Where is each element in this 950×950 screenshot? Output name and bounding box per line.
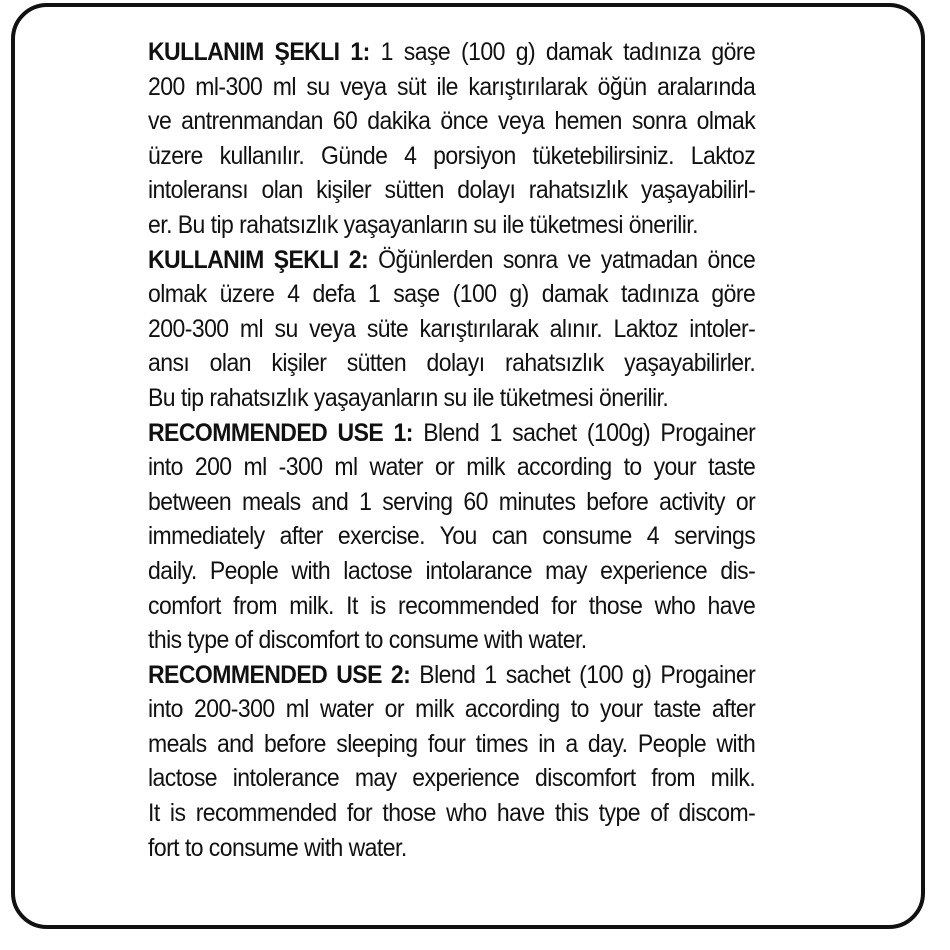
line-text: Blend 1 sachet (100g) Progainer	[412, 418, 756, 447]
text-line	[148, 485, 755, 520]
line-text: meals and before sleeping four times in a day. People with	[148, 729, 756, 758]
line-text: 200-300 ml su veya süte karıştırılarak alınır. Laktoz intoler-	[148, 314, 756, 343]
section-heading: KULLANIM ŞEKLI 2:	[148, 245, 369, 274]
line-text: Bu tip rahatsızlık yaşayanların su ile tüketmesi önerilir.	[148, 383, 669, 412]
section-heading: RECOMMENDED USE 2:	[148, 660, 411, 689]
text-line	[148, 312, 755, 347]
line-text: olmak üzere 4 defa 1 saşe (100 g) damak tadınıza göre	[148, 280, 756, 309]
section-heading: KULLANIM ŞEKLI 1:	[148, 38, 370, 66]
line-text: comfort from milk. It is recommended for those who have	[148, 591, 756, 620]
text-line	[148, 761, 755, 796]
text-line	[148, 277, 755, 312]
text-line	[148, 692, 755, 727]
line-text: It is recommended for those who have this type of discom-	[148, 799, 756, 828]
line-text: into 200 ml -300 ml water or milk according to your taste	[148, 453, 756, 482]
line-text: Blend 1 sachet (100 g) Progainer	[410, 660, 756, 689]
text-line	[148, 243, 755, 278]
line-text: ansı olan kişiler sütten dolayı rahatsızlık yaşayabilirler.	[148, 349, 756, 378]
text-line	[148, 623, 755, 658]
text-line	[148, 554, 755, 589]
text-line	[148, 381, 755, 416]
line-text: this type of discomfort to consume with water.	[148, 626, 587, 655]
line-text: intoleransı olan kişiler sütten dolayı rahatsızlık yaşayabilirl-	[148, 176, 756, 205]
line-text: er. Bu tip rahatsızlık yaşayanların su ile tüketmesi önerilir.	[148, 210, 698, 239]
text-line	[148, 450, 755, 485]
line-text: üzere kullanılır. Günde 4 porsiyon tüketebilirsiniz. Laktoz	[148, 141, 756, 170]
text-line	[148, 208, 755, 243]
text-line	[148, 589, 755, 624]
line-text: fort to consume with water.	[148, 833, 407, 862]
text-line	[148, 727, 755, 762]
usage-instructions-text	[148, 35, 755, 865]
line-text: between meals and 1 serving 60 minutes before activity or	[148, 487, 756, 516]
line-text: daily. People with lactose intolarance may experience dis-	[148, 556, 756, 585]
text-line	[148, 346, 755, 381]
line-text: 1 saşe (100 g) damak tadınıza göre	[369, 38, 756, 66]
line-text: ve antrenmandan 60 dakika önce veya hemen sonra olmak	[148, 107, 756, 136]
text-line	[148, 831, 755, 866]
text-line	[148, 796, 755, 831]
text-line	[148, 173, 755, 208]
line-text: 200 ml-300 ml su veya süt ile karıştırılarak öğün aralarında	[148, 72, 756, 101]
text-line	[148, 139, 755, 174]
line-text: into 200-300 ml water or milk according to your taste after	[148, 695, 756, 724]
line-text: immediately after exercise. You can consume 4 servings	[148, 522, 756, 551]
line-text: Öğünlerden sonra ve yatmadan önce	[368, 245, 756, 274]
text-line	[148, 104, 755, 139]
text-line	[148, 519, 755, 554]
text-line	[148, 658, 755, 693]
text-line	[148, 70, 755, 105]
text-line	[148, 416, 755, 451]
text-line	[148, 35, 755, 70]
section-heading: RECOMMENDED USE 1:	[148, 418, 413, 447]
line-text: lactose intolerance may experience discomfort from milk.	[148, 764, 756, 793]
